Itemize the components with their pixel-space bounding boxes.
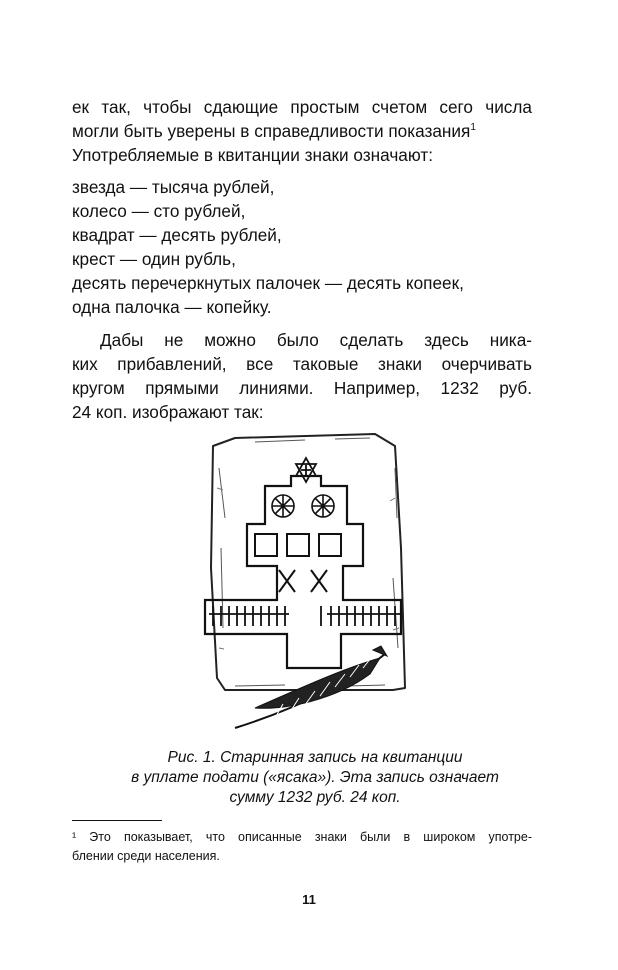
text-line: Дабы не можно было сделать здесь ника- (100, 330, 532, 350)
footnote-line: блении среди населения. (72, 849, 220, 863)
wheel-icon (272, 495, 294, 517)
text-line: ких прибавлений, все таковые знаки очерчивать (72, 354, 532, 374)
text-line: Употребляемые в квитанции знаки означают: (72, 145, 434, 165)
wheel-icon (312, 495, 334, 517)
text-line: кругом прямыми линиями. Например, 1232 руб. (72, 378, 532, 398)
footnote-marker: 1 (470, 122, 476, 133)
page-number: 11 (302, 892, 316, 907)
footnote-divider (72, 820, 162, 821)
text-line (72, 119, 532, 143)
figure-caption (80, 748, 550, 808)
symbol-list (72, 175, 532, 319)
text-line-content: могли быть уверены в справедливости показания (72, 121, 471, 141)
footnote-line: ¹ Это показывает, что описанные знаки были в широком употре- (72, 830, 532, 844)
symbol-item: колесо — сто рублей, (72, 201, 246, 221)
text-line: ек так, чтобы сдающие простым счетом сего числа (72, 97, 532, 117)
text-line: 24 коп. изображают так: (72, 402, 264, 422)
paragraph-1 (72, 95, 532, 167)
symbol-item: звезда — тысяча рублей, (72, 177, 275, 197)
symbol-item: десять перечеркнутых палочек — десять копеек, (72, 273, 464, 293)
symbol-item: крест — один рубль, (72, 249, 236, 269)
symbol-item: квадрат — десять рублей, (72, 225, 282, 245)
caption-line: Рис. 1. Старинная запись на квитанции (167, 749, 463, 766)
paragraph-2 (72, 328, 532, 424)
caption-line: в уплате подати («ясака»). Эта запись означает (131, 769, 499, 786)
footnote (72, 828, 532, 866)
caption-line: сумму 1232 руб. 24 коп. (229, 789, 401, 806)
receipt-illustration (195, 428, 425, 738)
symbol-item: одна палочка — копейку. (72, 297, 272, 317)
